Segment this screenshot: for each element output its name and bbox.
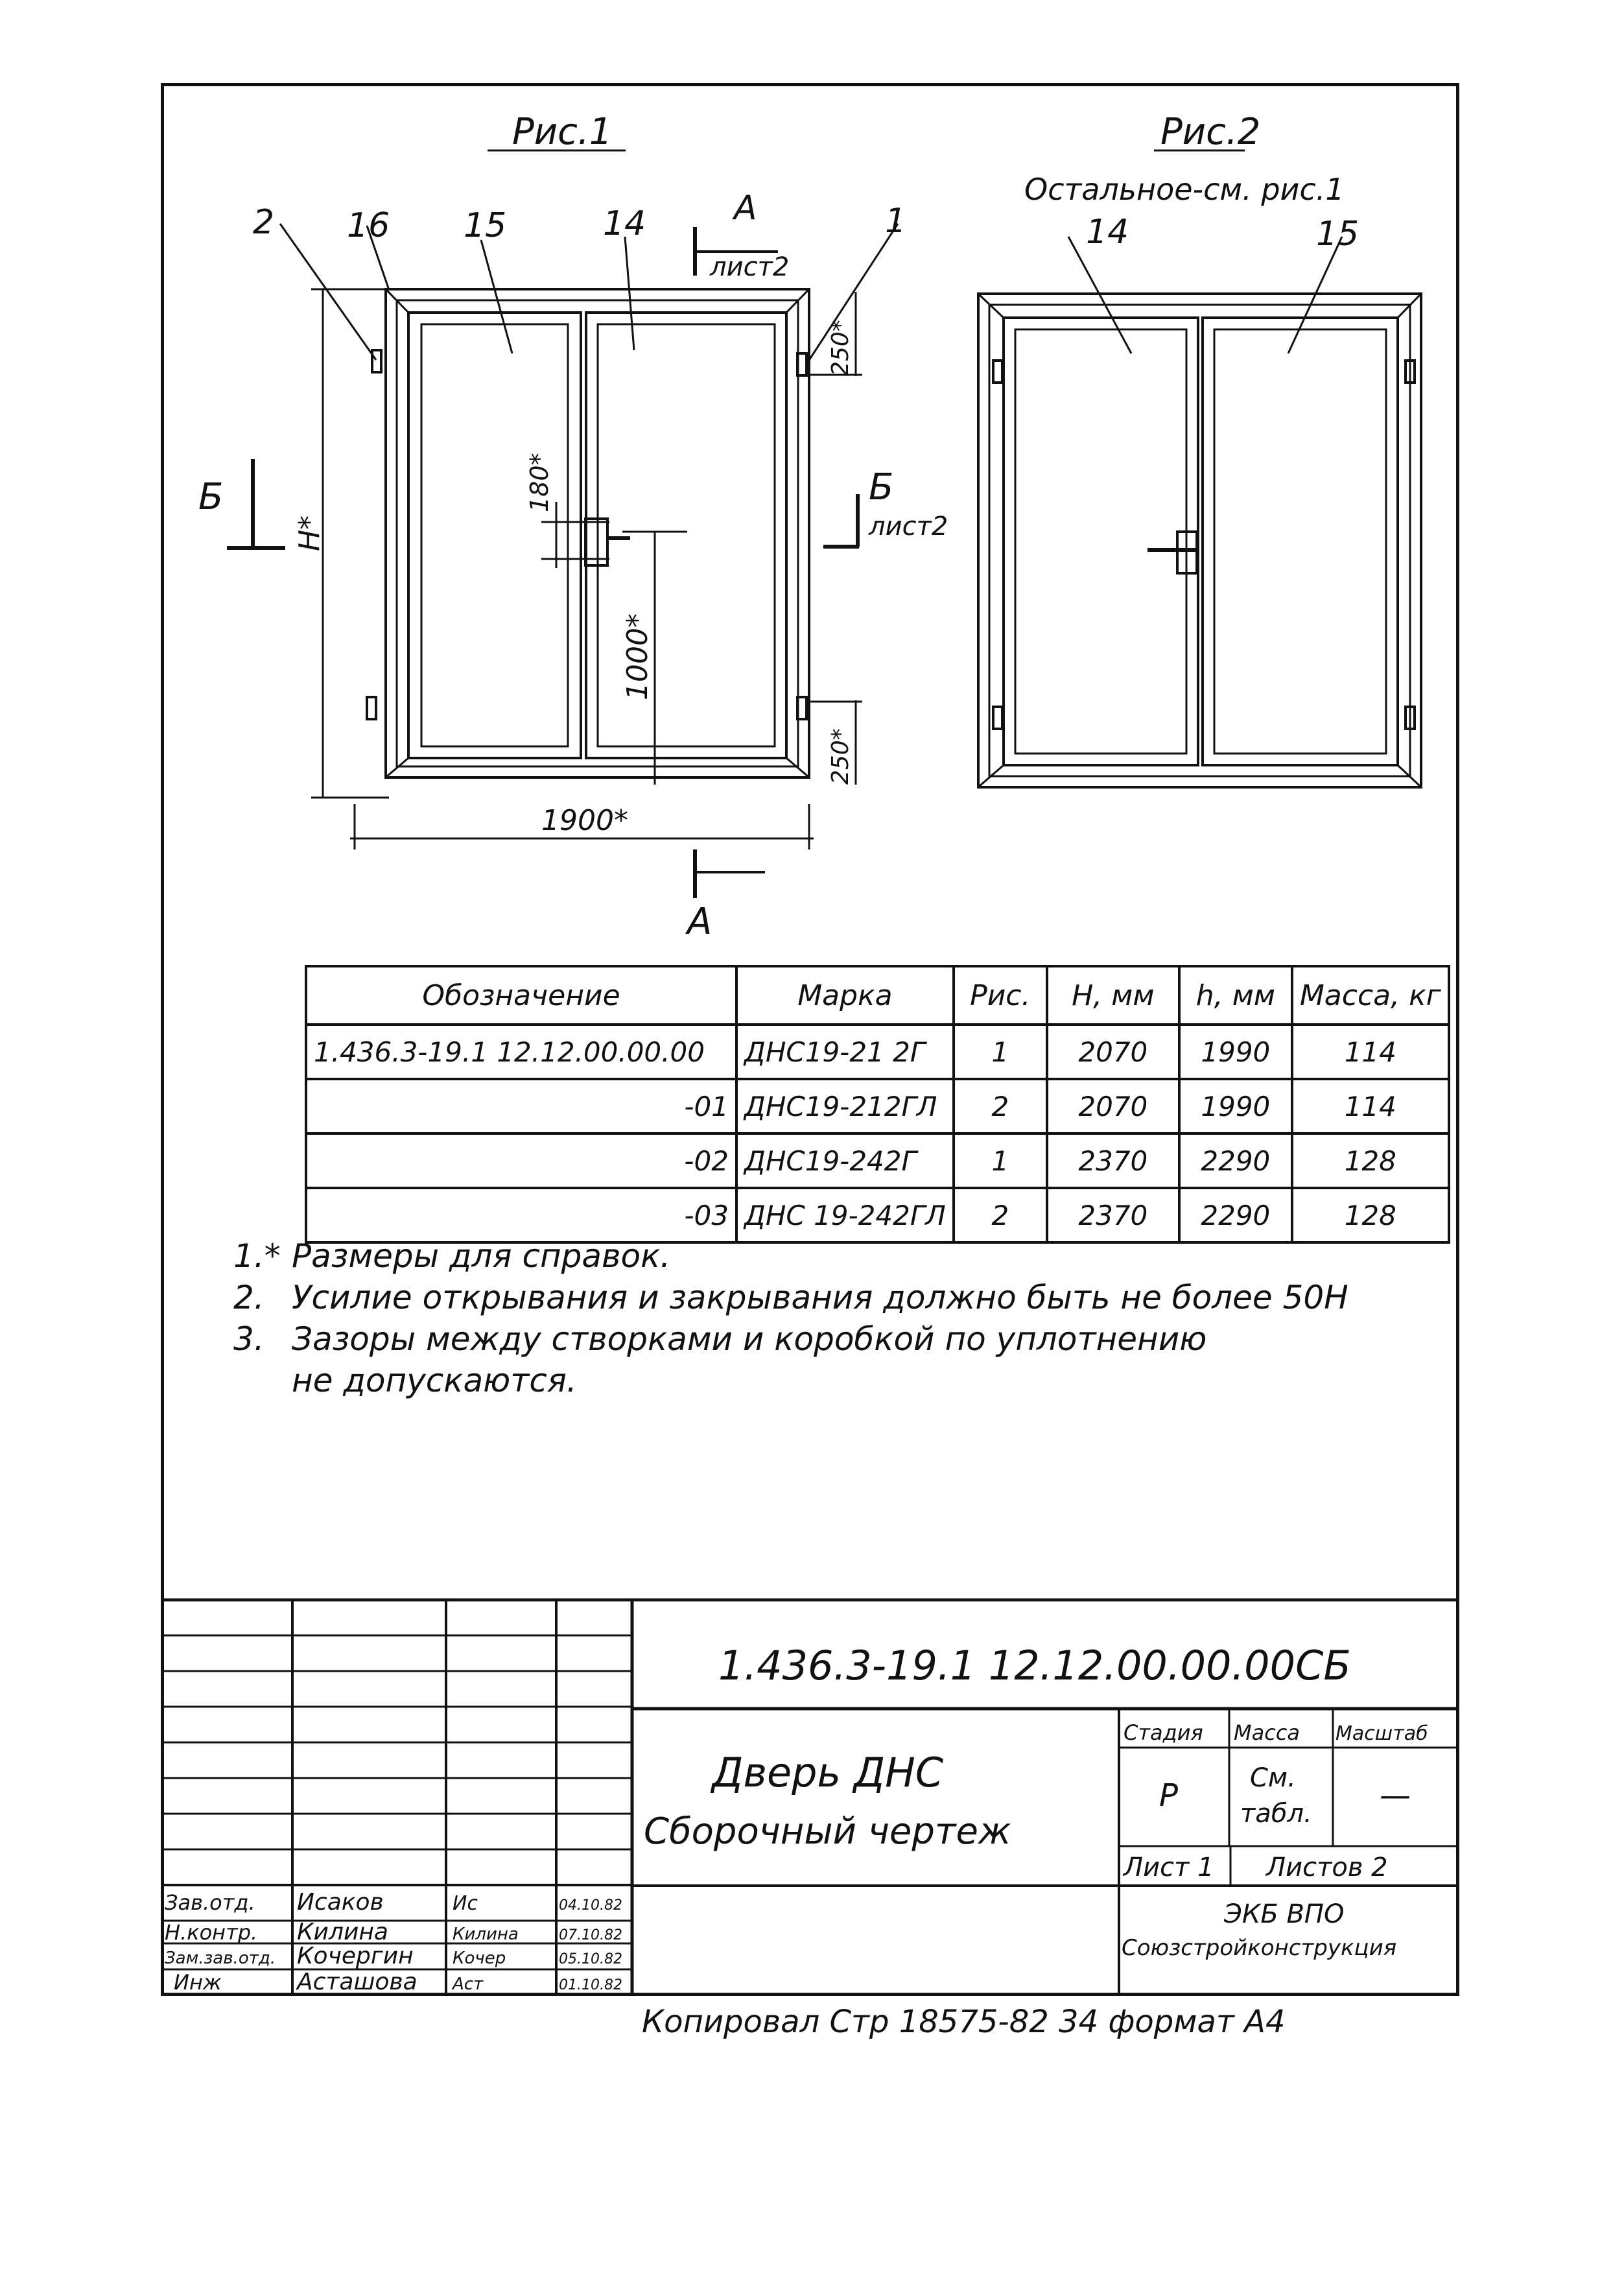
callout-15: 15 [464, 206, 507, 245]
table-cell: 114 [1292, 1079, 1449, 1133]
signature-name: Исаков [297, 1889, 384, 1916]
figure1-title: Рис.1 [512, 111, 613, 153]
table-cell: -01 [306, 1079, 736, 1133]
column-header: Обозначение [306, 966, 736, 1025]
leaf-right-outline [1203, 318, 1398, 765]
column-header: Рис. [954, 966, 1047, 1025]
table-cell: 1990 [1179, 1025, 1292, 1079]
specification-table [305, 965, 1450, 1244]
stage-header: Стадия [1124, 1720, 1203, 1745]
note-item [233, 1277, 1452, 1318]
table-cell: ДНС19-242Г [736, 1133, 954, 1188]
note-number: 2. [233, 1279, 265, 1316]
section-b-letter-left: Б [198, 476, 224, 518]
dimension-height: H* [293, 515, 326, 551]
mass-header: Масса [1234, 1720, 1300, 1745]
door-frame-inner [989, 305, 1410, 776]
table-cell: 2 [954, 1079, 1047, 1133]
column-header: Марка [736, 966, 954, 1025]
drawing-name-line2: Сборочный чертеж [644, 1810, 1011, 1853]
signature-role: Зав.отд. [165, 1890, 255, 1915]
sheets-label: Листов 2 [1266, 1853, 1388, 1882]
note-number [233, 1360, 292, 1401]
leaf-left-outline [408, 313, 581, 758]
leaf-left-outline [1004, 318, 1198, 765]
table-cell: -03 [306, 1188, 736, 1242]
hinge-icon [993, 707, 1002, 729]
callout-16: 16 [347, 206, 390, 245]
note-text: Зазоры между створками и коробкой по уплотнению [292, 1320, 1207, 1358]
table-header-row [306, 966, 1449, 1025]
mass-value-line2: табл. [1240, 1799, 1312, 1829]
signature-name: Килина [297, 1919, 388, 1945]
section-a-letter: А [734, 189, 757, 228]
table-cell: 114 [1292, 1025, 1449, 1079]
signature-name: Кочергин [297, 1943, 414, 1969]
table-cell: ДНС19-212ГЛ [736, 1079, 954, 1133]
column-header: Масса, кг [1292, 966, 1449, 1025]
organization-line2: Союзстройконструкция [1122, 1935, 1397, 1961]
table-cell: 1 [954, 1025, 1047, 1079]
table-cell: 2070 [1047, 1079, 1179, 1133]
signature-date: 01.10.82 [559, 1977, 622, 1993]
stage-value: Р [1159, 1777, 1178, 1814]
scale-header: Масштаб [1336, 1722, 1428, 1745]
signature-date: 04.10.82 [559, 1897, 622, 1914]
leaf-left-glass [1015, 329, 1186, 753]
mass-value-line1: См. [1250, 1763, 1296, 1793]
note-text: Размеры для справок. [292, 1237, 671, 1275]
figure2-callout-15: 15 [1316, 215, 1359, 254]
column-header: H, мм [1047, 966, 1179, 1025]
signature-role: Инж [174, 1970, 222, 1995]
table-cell: 1.436.3-19.1 12.12.00.00.00 [306, 1025, 736, 1079]
drawing-notes [233, 1235, 1452, 1401]
note-number: 3. [233, 1320, 265, 1358]
figure2-callout-14: 14 [1086, 213, 1129, 252]
drawing-figures [0, 0, 1624, 960]
callout-2: 2 [253, 203, 275, 242]
figure2-subtitle: Остальное-см. рис.1 [1024, 172, 1345, 207]
signature-sign: Аст [453, 1975, 484, 1994]
section-b-letter-right: Б [869, 466, 894, 508]
signature-name: Асташова [297, 1969, 418, 1995]
callout-1: 1 [885, 202, 907, 241]
figure2-title: Рис.2 [1160, 111, 1261, 153]
dimension-hinge-top: 250* [827, 320, 854, 376]
callout-14: 14 [603, 204, 646, 243]
dimension-width: 1900* [541, 804, 628, 837]
note-item [233, 1318, 1452, 1360]
signature-date: 05.10.82 [559, 1951, 622, 1967]
signature-sign: Ис [453, 1892, 478, 1915]
leaf-left-glass [421, 324, 568, 746]
table-row [306, 1079, 1449, 1133]
signature-date: 07.10.82 [559, 1927, 622, 1943]
table-cell: 2070 [1047, 1025, 1179, 1079]
hinge-icon [367, 697, 376, 719]
table-cell: 2370 [1047, 1188, 1179, 1242]
door-frame-outer [978, 294, 1421, 787]
table-row [306, 1133, 1449, 1188]
door-figure-2 [978, 237, 1421, 787]
table-cell: 1 [954, 1133, 1047, 1188]
organization-line1: ЭКБ ВПО [1224, 1899, 1345, 1929]
leaf-right-outline [586, 313, 786, 758]
table-cell: 128 [1292, 1188, 1449, 1242]
title-block [161, 1598, 1459, 1996]
table-cell: 128 [1292, 1133, 1449, 1188]
dimension-handle-offset: 180* [525, 453, 554, 512]
table-row [306, 1188, 1449, 1242]
section-b-sheet: лист2 [869, 512, 948, 541]
note-number: 1.* [233, 1237, 281, 1275]
hinge-icon [993, 361, 1002, 383]
drawing-name-line1: Дверь ДНС [712, 1749, 944, 1796]
note-item [233, 1360, 1452, 1401]
table-row [306, 1025, 1449, 1079]
table-cell: -02 [306, 1133, 736, 1188]
dimension-handle-height: 1000* [621, 613, 654, 700]
table-cell: ДНС 19-242ГЛ [736, 1188, 954, 1242]
sheet-label: Лист 1 [1124, 1853, 1214, 1882]
table-cell: 1990 [1179, 1079, 1292, 1133]
drawing-designation: 1.436.3-19.1 12.12.00.00.00СБ [718, 1642, 1351, 1689]
scale-value: — [1380, 1777, 1411, 1814]
table-cell: 2 [954, 1188, 1047, 1242]
note-item [233, 1235, 1452, 1277]
signature-role: Н.контр. [165, 1920, 258, 1945]
signature-sign: Кочер [453, 1949, 506, 1968]
leaf-right-glass [1214, 329, 1386, 753]
section-a-sheet: лист2 [710, 252, 790, 282]
column-header: h, мм [1179, 966, 1292, 1025]
note-text: не допускаются. [292, 1362, 577, 1399]
copy-line: Копировал Стр 18575-82 34 формат А4 [642, 2004, 1286, 2040]
hinge-icon [372, 350, 381, 372]
table-cell: ДНС19-21 2Г [736, 1025, 954, 1079]
dimension-hinge-bottom: 250* [827, 728, 854, 785]
section-a-bottom-letter: А [687, 901, 712, 943]
note-text: Усилие открывания и закрывания должно быть не более 50Н [292, 1279, 1348, 1316]
signature-role: Зам.зав.отд. [165, 1949, 276, 1968]
signature-sign: Килина [453, 1925, 519, 1944]
table-cell: 2370 [1047, 1133, 1179, 1188]
table-cell: 2290 [1179, 1188, 1292, 1242]
table-cell: 2290 [1179, 1133, 1292, 1188]
